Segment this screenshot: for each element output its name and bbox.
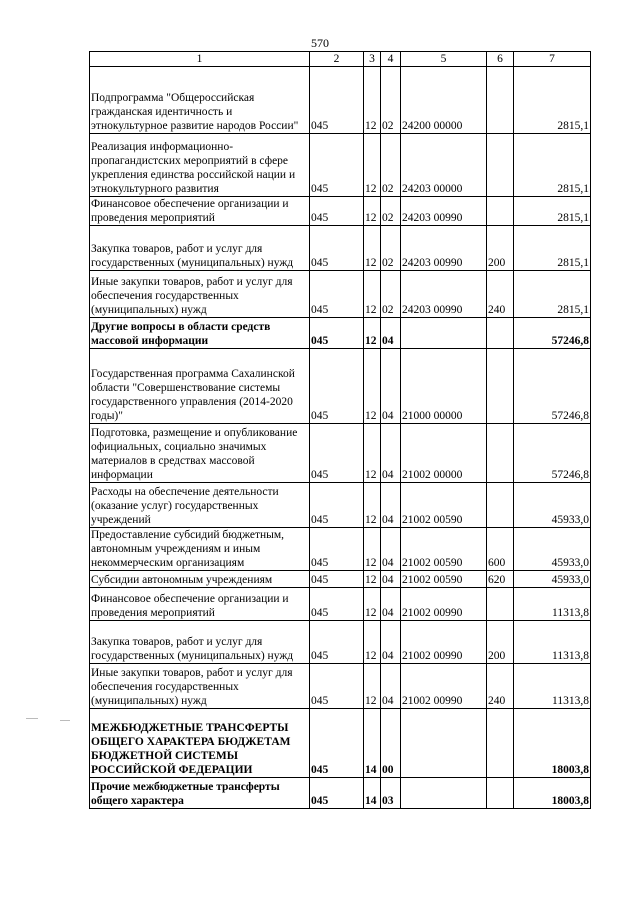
code-section: 14 <box>364 778 381 809</box>
code-section: 12 <box>364 67 381 134</box>
amount: 45933,0 <box>514 528 591 571</box>
row-name: Подпрограмма "Общероссийская гражданская идентичность и этнокультурное развитие народов России" <box>90 67 310 134</box>
code-target <box>401 778 487 809</box>
header-cell: 2 <box>310 52 364 67</box>
code-section: 12 <box>364 134 381 197</box>
code-ministry: 045 <box>310 67 364 134</box>
code-subsection: 02 <box>381 134 401 197</box>
amount: 57246,8 <box>514 349 591 424</box>
row-name: Иные закупки товаров, работ и услуг для обеспечения государственных (муниципальных) нужд <box>90 664 310 709</box>
amount: 18003,8 <box>514 709 591 778</box>
code-section: 12 <box>364 621 381 664</box>
header-cell: 3 <box>364 52 381 67</box>
code-expense-type: 200 <box>487 621 514 664</box>
code-ministry: 045 <box>310 134 364 197</box>
code-expense-type <box>487 588 514 621</box>
row-name: Закупка товаров, работ и услуг для государственных (муниципальных) нужд <box>90 621 310 664</box>
table-row <box>90 571 591 588</box>
table-row <box>90 528 591 571</box>
code-target: 24203 00000 <box>401 134 487 197</box>
code-section: 12 <box>364 318 381 349</box>
code-subsection: 04 <box>381 588 401 621</box>
row-name: Предоставление субсидий бюджетным, автономным учреждениям и иным некоммерческим организациям <box>90 528 310 571</box>
table-row <box>90 483 591 528</box>
code-section: 14 <box>364 709 381 778</box>
code-expense-type <box>487 483 514 528</box>
amount: 2815,1 <box>514 197 591 226</box>
row-name: Финансовое обеспечение организации и проведения мероприятий <box>90 197 310 226</box>
code-target: 24200 00000 <box>401 67 487 134</box>
code-section: 12 <box>364 226 381 271</box>
code-expense-type: 600 <box>487 528 514 571</box>
row-name: Подготовка, размещение и опубликование официальных, социально значимых материалов в средствах массовой информации <box>90 424 310 483</box>
code-section: 12 <box>364 588 381 621</box>
amount: 2815,1 <box>514 271 591 318</box>
row-name: МЕЖБЮДЖЕТНЫЕ ТРАНСФЕРТЫ ОБЩЕГО ХАРАКТЕРА БЮДЖЕТАМ БЮДЖЕТНОЙ СИСТЕМЫ РОССИЙСКОЙ ФЕДЕРАЦИИ <box>90 709 310 778</box>
code-target: 21002 00590 <box>401 528 487 571</box>
amount: 11313,8 <box>514 588 591 621</box>
row-name: Расходы на обеспечение деятельности (оказание услуг) государственных учреждений <box>90 483 310 528</box>
code-ministry: 045 <box>310 483 364 528</box>
code-ministry: 045 <box>310 709 364 778</box>
code-subsection: 03 <box>381 778 401 809</box>
row-name: Субсидии автономным учреждениям <box>90 571 310 588</box>
code-ministry: 045 <box>310 349 364 424</box>
code-target: 21002 00000 <box>401 424 487 483</box>
code-section: 12 <box>364 349 381 424</box>
code-expense-type <box>487 318 514 349</box>
code-subsection: 04 <box>381 621 401 664</box>
amount: 11313,8 <box>514 664 591 709</box>
table-row <box>90 664 591 709</box>
code-target: 21002 00590 <box>401 571 487 588</box>
code-subsection: 04 <box>381 318 401 349</box>
row-name: Финансовое обеспечение организации и проведения мероприятий <box>90 588 310 621</box>
code-ministry: 045 <box>310 588 364 621</box>
code-ministry: 045 <box>310 318 364 349</box>
code-ministry: 045 <box>310 778 364 809</box>
scan-mark <box>60 720 70 721</box>
header-cell: 4 <box>381 52 401 67</box>
code-ministry: 045 <box>310 664 364 709</box>
code-expense-type: 240 <box>487 664 514 709</box>
amount: 2815,1 <box>514 67 591 134</box>
code-expense-type <box>487 67 514 134</box>
amount: 2815,1 <box>514 226 591 271</box>
code-target: 24203 00990 <box>401 226 487 271</box>
row-name: Иные закупки товаров, работ и услуг для обеспечения государственных (муниципальных) нужд <box>90 271 310 318</box>
code-ministry: 045 <box>310 226 364 271</box>
code-subsection: 04 <box>381 528 401 571</box>
code-expense-type <box>487 197 514 226</box>
table-row <box>90 226 591 271</box>
code-ministry: 045 <box>310 528 364 571</box>
code-target <box>401 318 487 349</box>
amount: 57246,8 <box>514 424 591 483</box>
code-target: 24203 00990 <box>401 271 487 318</box>
code-subsection: 02 <box>381 226 401 271</box>
code-expense-type <box>487 134 514 197</box>
code-subsection: 04 <box>381 424 401 483</box>
code-section: 12 <box>364 424 381 483</box>
table-row <box>90 318 591 349</box>
code-expense-type: 240 <box>487 271 514 318</box>
code-expense-type: 200 <box>487 226 514 271</box>
table-row <box>90 134 591 197</box>
row-name: Государственная программа Сахалинской области "Совершенствование системы государственного управления (2014-2020 годы)" <box>90 349 310 424</box>
header-cell: 1 <box>90 52 310 67</box>
code-section: 12 <box>364 664 381 709</box>
code-target: 21002 00990 <box>401 588 487 621</box>
amount: 11313,8 <box>514 621 591 664</box>
row-name: Реализация информационно-пропагандистских мероприятий в сфере укрепления единства российской нации и этнокультурного развития <box>90 134 310 197</box>
code-target: 24203 00990 <box>401 197 487 226</box>
table-row <box>90 778 591 809</box>
code-ministry: 045 <box>310 621 364 664</box>
amount: 18003,8 <box>514 778 591 809</box>
scan-mark <box>26 718 38 719</box>
amount: 57246,8 <box>514 318 591 349</box>
code-subsection: 00 <box>381 709 401 778</box>
table-row <box>90 424 591 483</box>
code-subsection: 04 <box>381 664 401 709</box>
code-ministry: 045 <box>310 197 364 226</box>
table-row <box>90 709 591 778</box>
table-row <box>90 588 591 621</box>
code-target <box>401 709 487 778</box>
code-subsection: 04 <box>381 349 401 424</box>
table-row <box>90 271 591 318</box>
table-row <box>90 197 591 226</box>
code-expense-type <box>487 709 514 778</box>
code-target: 21002 00590 <box>401 483 487 528</box>
code-section: 12 <box>364 571 381 588</box>
code-subsection: 02 <box>381 271 401 318</box>
row-name: Другие вопросы в области средств массовой информации <box>90 318 310 349</box>
code-section: 12 <box>364 528 381 571</box>
code-subsection: 04 <box>381 483 401 528</box>
code-expense-type: 620 <box>487 571 514 588</box>
header-cell: 7 <box>514 52 591 67</box>
amount: 45933,0 <box>514 483 591 528</box>
code-ministry: 045 <box>310 571 364 588</box>
page-number: 570 <box>311 36 329 50</box>
table-row <box>90 67 591 134</box>
code-section: 12 <box>364 483 381 528</box>
budget-table <box>89 51 591 809</box>
code-expense-type <box>487 349 514 424</box>
code-ministry: 045 <box>310 271 364 318</box>
code-target: 21002 00990 <box>401 664 487 709</box>
header-cell: 6 <box>487 52 514 67</box>
code-expense-type <box>487 424 514 483</box>
amount: 45933,0 <box>514 571 591 588</box>
table-row <box>90 349 591 424</box>
code-target: 21002 00990 <box>401 621 487 664</box>
code-target: 21000 00000 <box>401 349 487 424</box>
amount: 2815,1 <box>514 134 591 197</box>
code-subsection: 04 <box>381 571 401 588</box>
code-expense-type <box>487 778 514 809</box>
code-ministry: 045 <box>310 424 364 483</box>
code-subsection: 02 <box>381 197 401 226</box>
code-section: 12 <box>364 197 381 226</box>
header-cell: 5 <box>401 52 487 67</box>
row-name: Прочие межбюджетные трансферты общего характера <box>90 778 310 809</box>
code-subsection: 02 <box>381 67 401 134</box>
row-name: Закупка товаров, работ и услуг для государственных (муниципальных) нужд <box>90 226 310 271</box>
header-row <box>90 52 591 67</box>
table-row <box>90 621 591 664</box>
code-section: 12 <box>364 271 381 318</box>
